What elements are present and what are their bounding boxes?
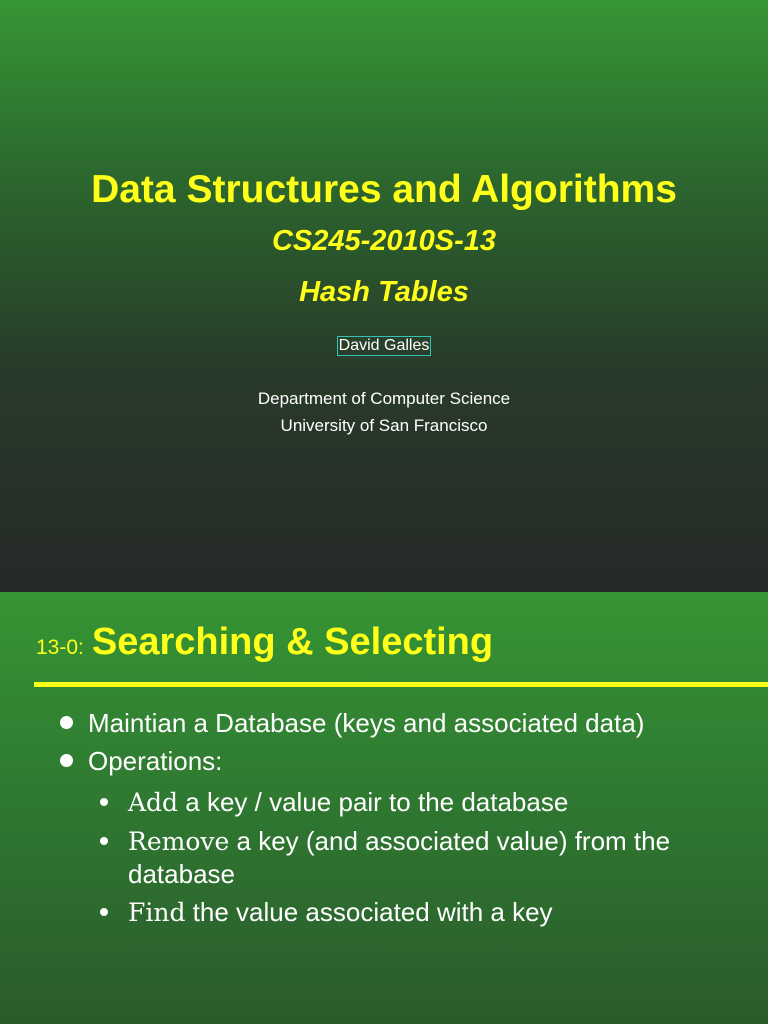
sub-bullet-text: a key / value pair to the database	[178, 787, 569, 817]
sub-bullet-item	[28, 786, 768, 819]
bullet-item	[0, 704, 768, 742]
course-code: CS245-2010S-13	[271, 225, 497, 257]
sub-bullet-list	[88, 786, 768, 929]
title-underline	[34, 682, 768, 687]
sub-bullet-icon	[100, 798, 108, 806]
bullet-text: Maintian a Database (keys and associated data)	[88, 708, 645, 738]
bullet-icon	[60, 754, 73, 767]
frame-title: Searching & Selecting	[91, 621, 494, 663]
author-link[interactable]: David Galles	[338, 337, 430, 354]
bullet-list	[0, 704, 768, 929]
sub-bullet-icon	[100, 908, 108, 916]
author-container	[0, 336, 768, 356]
presentation-title: Data Structures and Algorithms	[91, 168, 677, 211]
bullet-text: Operations:	[88, 746, 223, 776]
sub-bullet-text: a key (and associated value) from the database	[128, 826, 671, 889]
frame-header	[36, 620, 493, 670]
sub-bullet-item	[28, 896, 768, 929]
frame-number: 13-0:	[36, 636, 84, 659]
sub-bullet-text: the value associated with a key	[185, 897, 553, 927]
operation-keyword: Remove	[128, 827, 230, 856]
bullet-item	[0, 742, 768, 929]
university: University of San Francisco	[280, 416, 488, 435]
operation-keyword: Add	[128, 788, 179, 817]
lecture-topic: Hash Tables	[299, 276, 469, 308]
bullet-icon	[60, 716, 73, 729]
department: Department of Computer Science	[257, 389, 511, 408]
sub-bullet-icon	[100, 837, 108, 845]
operation-keyword: Find	[128, 898, 186, 927]
sub-bullet-item	[28, 825, 768, 890]
content-slide	[0, 592, 768, 1024]
